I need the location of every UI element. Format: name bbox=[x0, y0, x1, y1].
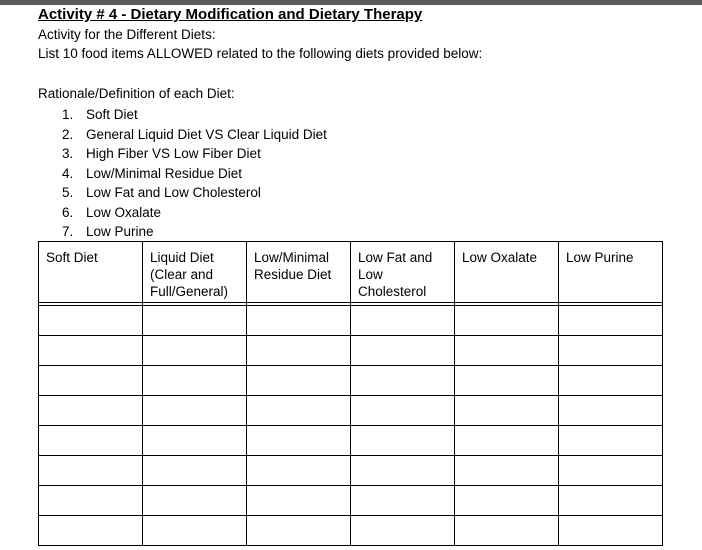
diet-list-item bbox=[62, 105, 327, 125]
table-row bbox=[39, 516, 663, 546]
table-cell[interactable] bbox=[559, 456, 663, 486]
table-cell[interactable] bbox=[455, 396, 559, 426]
table-cell[interactable] bbox=[351, 336, 455, 366]
diet-list-item bbox=[62, 144, 327, 164]
activity-title: Activity # 4 - Dietary Modification and Dietary Therapy bbox=[38, 6, 423, 23]
table-cell[interactable] bbox=[247, 516, 351, 546]
diet-number: 7. bbox=[62, 224, 74, 239]
column-header-low-oxalate: Low Oxalate bbox=[455, 242, 559, 303]
intro-line-2: List 10 food items ALLOWED related to the following diets provided below: bbox=[38, 46, 483, 61]
rationale-heading: Rationale/Definition of each Diet: bbox=[38, 86, 235, 101]
diet-number: 1. bbox=[62, 107, 74, 122]
diet-label: Low Purine bbox=[86, 224, 154, 239]
diet-label: Low/Minimal Residue Diet bbox=[86, 165, 243, 181]
table-cell[interactable] bbox=[351, 396, 455, 426]
table-cell[interactable] bbox=[39, 486, 143, 516]
table-cell[interactable] bbox=[351, 366, 455, 396]
table-row bbox=[39, 396, 663, 426]
diet-label: General Liquid Diet VS Clear Liquid Diet bbox=[86, 126, 327, 142]
table-cell[interactable] bbox=[455, 486, 559, 516]
table-cell[interactable] bbox=[351, 306, 455, 336]
diet-food-table bbox=[38, 241, 663, 546]
table-cell[interactable] bbox=[247, 366, 351, 396]
diet-label: High Fiber VS Low Fiber Diet bbox=[86, 146, 261, 161]
table-cell[interactable] bbox=[455, 516, 559, 546]
table-cell[interactable] bbox=[143, 456, 247, 486]
table-cell[interactable] bbox=[247, 456, 351, 486]
table-cell[interactable] bbox=[39, 396, 143, 426]
table-row bbox=[39, 426, 663, 456]
table-cell[interactable] bbox=[559, 306, 663, 336]
diet-number: 5. bbox=[62, 185, 74, 200]
column-header-low-fat: Low Fat and Low Cholesterol bbox=[351, 242, 455, 303]
table-cell[interactable] bbox=[39, 426, 143, 456]
table-cell[interactable] bbox=[559, 486, 663, 516]
table-row bbox=[39, 486, 663, 516]
table-cell[interactable] bbox=[143, 306, 247, 336]
table-cell[interactable] bbox=[143, 486, 247, 516]
table-cell[interactable] bbox=[351, 426, 455, 456]
table-cell[interactable] bbox=[559, 426, 663, 456]
table-cell[interactable] bbox=[455, 426, 559, 456]
table-cell[interactable] bbox=[247, 426, 351, 456]
diet-label: Soft Diet bbox=[86, 107, 138, 122]
diet-list bbox=[62, 105, 327, 242]
diet-list-item bbox=[62, 164, 327, 184]
diet-list-item bbox=[62, 222, 327, 242]
diet-label: Low Fat and Low Cholesterol bbox=[86, 185, 261, 200]
table-header-row bbox=[39, 242, 663, 303]
diet-list-item bbox=[62, 183, 327, 203]
table-cell[interactable] bbox=[247, 336, 351, 366]
table-cell[interactable] bbox=[559, 336, 663, 366]
table-row bbox=[39, 366, 663, 396]
table-cell[interactable] bbox=[39, 336, 143, 366]
table-row bbox=[39, 306, 663, 336]
table-cell[interactable] bbox=[351, 486, 455, 516]
table-cell[interactable] bbox=[455, 366, 559, 396]
diet-list-item bbox=[62, 203, 327, 223]
diet-list-item bbox=[62, 125, 327, 145]
table-cell[interactable] bbox=[351, 456, 455, 486]
table-cell[interactable] bbox=[39, 366, 143, 396]
diet-number: 2. bbox=[62, 126, 74, 142]
table-cell[interactable] bbox=[39, 306, 143, 336]
diet-number: 3. bbox=[62, 146, 74, 161]
table-cell[interactable] bbox=[247, 306, 351, 336]
table-row bbox=[39, 456, 663, 486]
diet-number: 6. bbox=[62, 204, 74, 220]
table-cell[interactable] bbox=[455, 306, 559, 336]
table-cell[interactable] bbox=[455, 336, 559, 366]
column-header-liquid-diet: Liquid Diet (Clear and Full/General) bbox=[143, 242, 247, 303]
table-cell[interactable] bbox=[39, 456, 143, 486]
table-cell[interactable] bbox=[559, 396, 663, 426]
column-header-soft-diet: Soft Diet bbox=[39, 242, 143, 303]
column-header-low-purine: Low Purine bbox=[559, 242, 663, 303]
table-cell[interactable] bbox=[39, 516, 143, 546]
table-cell[interactable] bbox=[143, 426, 247, 456]
table-row bbox=[39, 336, 663, 366]
table-cell[interactable] bbox=[559, 366, 663, 396]
diet-label: Low Oxalate bbox=[86, 204, 162, 220]
table-cell[interactable] bbox=[351, 516, 455, 546]
column-header-low-residue: Low/Minimal Residue Diet bbox=[247, 242, 351, 303]
table-cell[interactable] bbox=[143, 336, 247, 366]
intro-line-1: Activity for the Different Diets: bbox=[38, 27, 216, 42]
table-cell[interactable] bbox=[247, 486, 351, 516]
table-cell[interactable] bbox=[143, 396, 247, 426]
diet-number: 4. bbox=[62, 165, 74, 181]
table-cell[interactable] bbox=[559, 516, 663, 546]
table-cell[interactable] bbox=[455, 456, 559, 486]
table-cell[interactable] bbox=[143, 366, 247, 396]
table-cell[interactable] bbox=[143, 516, 247, 546]
table-cell[interactable] bbox=[247, 396, 351, 426]
